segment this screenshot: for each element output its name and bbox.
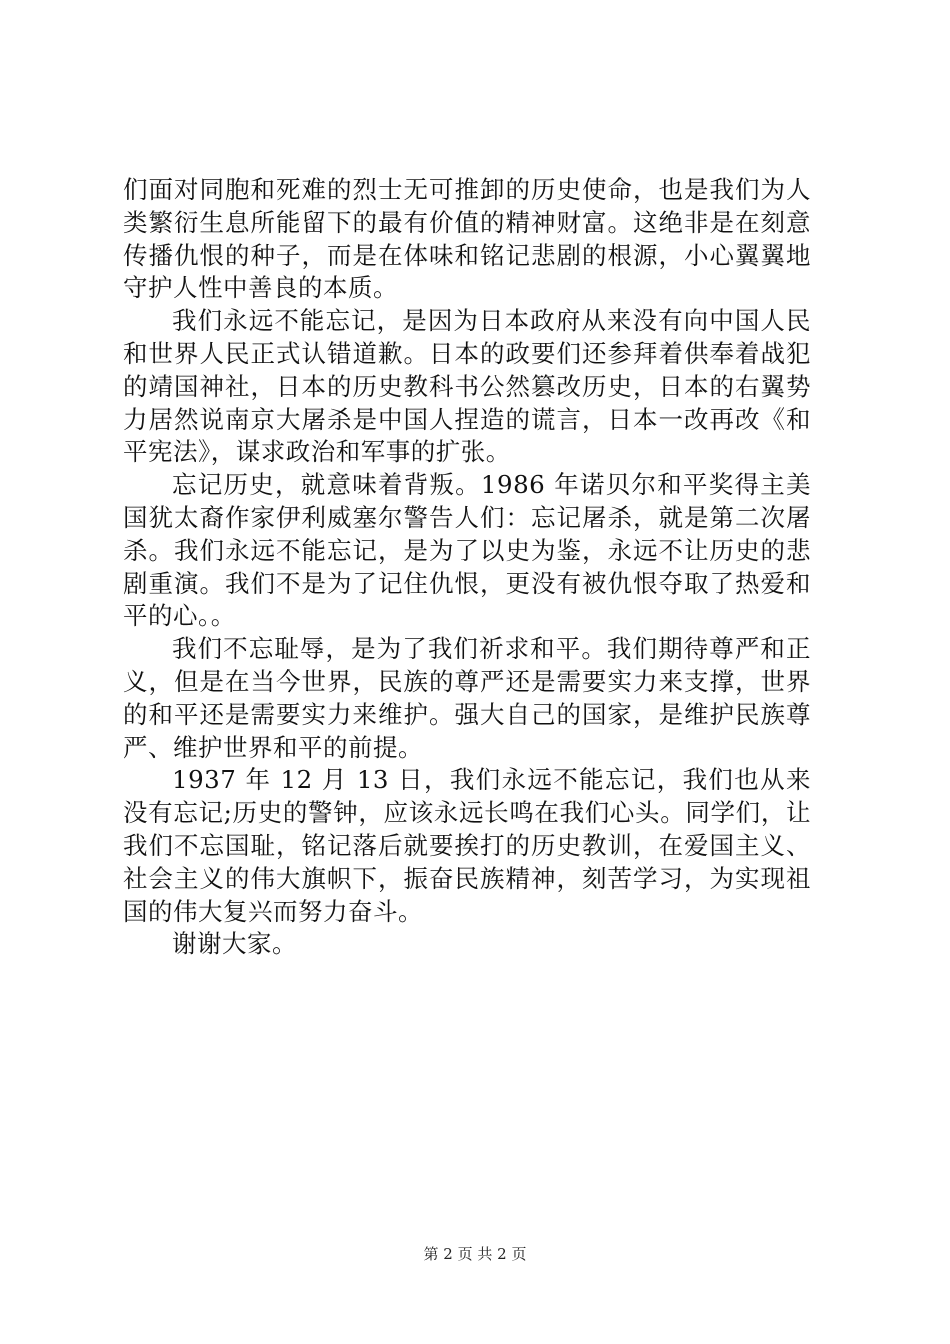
paragraph-3: 忘记历史，就意味着背叛。1986 年诺贝尔和平奖得主美国犹太裔作家伊利威塞尔警告人们：忘记屠杀，就是第二次屠杀。我们永远不能忘记，是为了以史为鉴，永远不让历史的悲剧重演。我们不是为了记住仇恨，更没有被仇恨夺取了热爱和平的心。。	[123, 470, 811, 631]
page-number-footer: 第 2 页 共 2 页	[423, 1245, 527, 1263]
paragraph-4: 我们不忘耻辱，是为了我们祈求和平。我们期待尊严和正义，但是在当今世界，民族的尊严还是需要实力来支撑，世界的和平还是需要实力来维护。强大自己的国家，是维护民族尊严、维护世界和平的前提。	[123, 634, 811, 762]
body-text	[123, 174, 811, 961]
paragraph-1: 们面对同胞和死难的烈士无可推卸的历史使命，也是我们为人类繁衍生息所能留下的最有价值的精神财富。这绝非是在刻意传播仇恨的种子，而是在体味和铭记悲剧的根源，小心翼翼地守护人性中善良的本质。	[123, 175, 811, 303]
paragraph-2: 我们永远不能忘记，是因为日本政府从来没有向中国人民和世界人民正式认错道歉。日本的政要们还参拜着供奉着战犯的靖国神社，日本的历史教科书公然篡改历史，日本的右翼势力居然说南京大屠杀是中国人捏造的谎言，日本一改再改《和平宪法》，谋求政治和军事的扩张。	[123, 306, 811, 467]
paragraph-6: 谢谢大家。	[172, 929, 297, 959]
paragraph-5: 1937 年 12 月 13 日，我们永远不能忘记，我们也从来没有忘记;历史的警钟，应该永远长鸣在我们心头。同学们，让我们不忘国耻，铭记落后就要挨打的历史教训，在爱国主义、社会主义的伟大旗帜下，振奋民族精神，刻苦学习，为实现祖国的伟大复兴而努力奋斗。	[123, 765, 811, 926]
